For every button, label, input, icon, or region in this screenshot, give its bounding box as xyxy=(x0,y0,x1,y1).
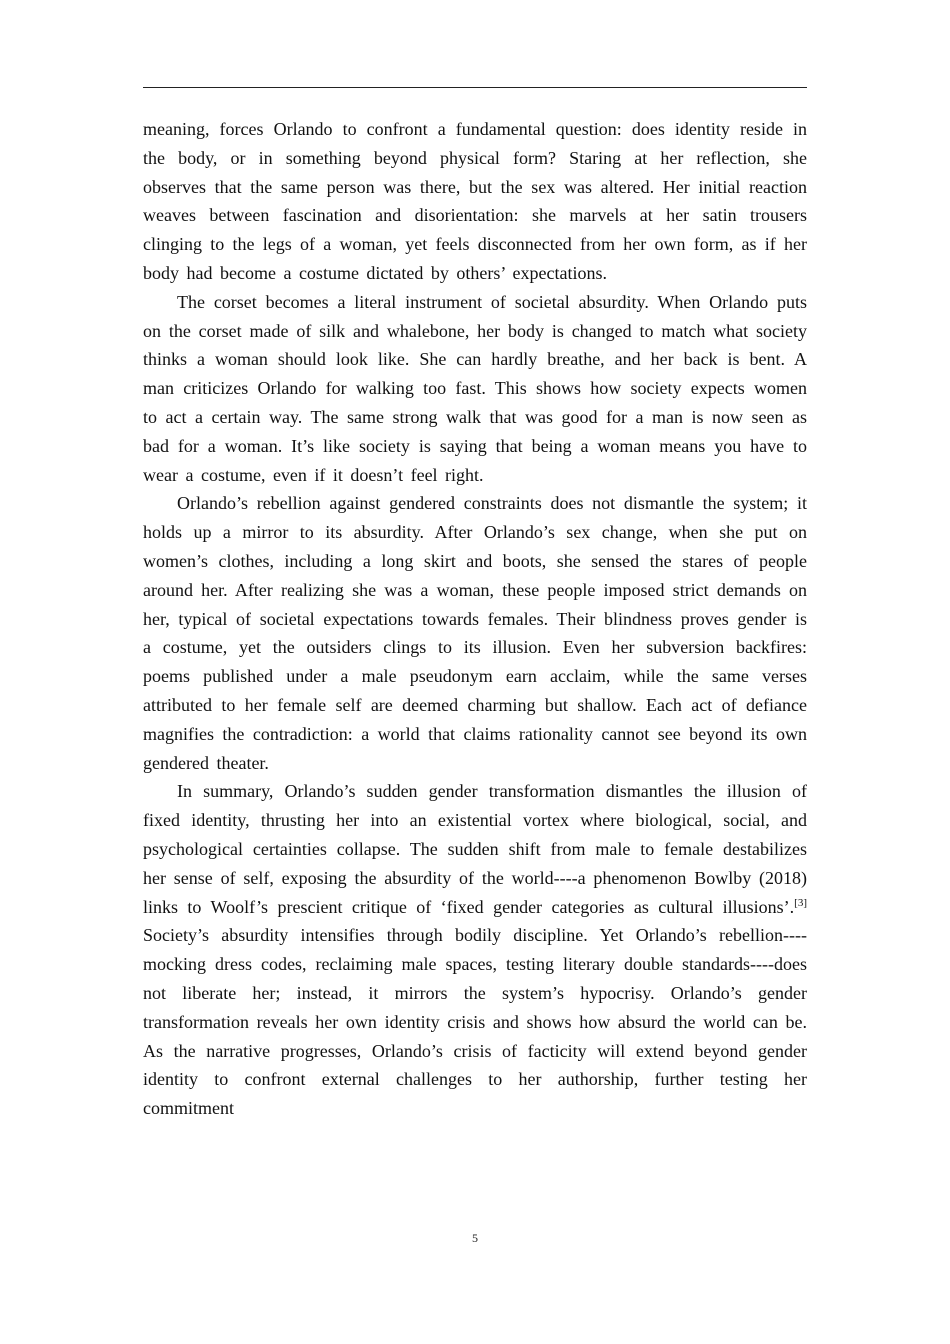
summary-text-part2: Society’s absurdity intensifies through bodily discipline. Yet Orlando’s rebellion----mocking dress codes, reclaiming male spaces, testing literary double standards----does not liberate her; instead, it mirrors the system’s hypocrisy. Orlando’s gender transformation reveals her own identity crisis and shows how absurd the world can be. As the narrative progresses, Orlando’s crisis of facticity will extend beyond gender identity to confront external challenges to her authorship, further testing her commitment xyxy=(143,925,807,1119)
header-rule xyxy=(143,87,807,88)
paragraph-corset: The corset becomes a literal instrument of societal absurdity. When Orlando puts on the corset made of silk and whalebone, her body is changed to match what society thinks a woman should look like. She can hardly breathe, and her back is bent. A man criticizes Orlando for walking too fast. This shows how society expects women to act a certain way. The same strong walk that was good for a man is now seen as bad for a woman. It’s like society is saying that being a woman means you have to wear a costume, even if it doesn’t feel right. xyxy=(143,291,807,485)
page-number: 5 xyxy=(472,1231,478,1245)
paragraph-identity-question: meaning, forces Orlando to confront a fundamental question: does identity reside in the body, or in something beyond physical form? Staring at her reflection, she observes that the same person was there, but the sex was altered. Her initial reaction weaves between fascination and disorientation: she marvels at her satin trousers clinging to the legs of a woman, yet feels disconnected from her own form, as if her body had become a costume dictated by others’ expectations. xyxy=(143,119,807,283)
summary-text-part1: In summary, Orlando’s sudden gender transformation dismantles the illusion of fixed identity, thrusting her into an existential vortex where biological, social, and psychological certainties collapse. The sudden shift from male to female destabilizes her sense of self, exposing the absurdity of the world----a phenomenon Bowlby (2018) links to Woolf’s prescient critique of ‘fixed gender categories as cultural illusions’. xyxy=(143,781,807,917)
paragraph-summary xyxy=(143,777,807,1123)
paragraph-rebellion: Orlando’s rebellion against gendered constraints does not dismantle the system; it holds up a mirror to its absurdity. After Orlando’s sex change, when she put on women’s clothes, including a long skirt and boots, she sensed the stares of people around her. After realizing she was a woman, these people imposed strict demands on her, typical of societal expectations towards females. Their blindness proves gender is a costume, yet the outsiders clings to its illusion. Even her subversion backfires: poems published under a male pseudonym earn acclaim, while the same verses attributed to her female self are deemed charming but shallow. Each act of defiance magnifies the contradiction: a world that claims rationality cannot see beyond its own gendered theater. xyxy=(143,493,807,773)
body-text xyxy=(143,115,807,1123)
citation-marker[interactable]: [3] xyxy=(794,896,807,909)
